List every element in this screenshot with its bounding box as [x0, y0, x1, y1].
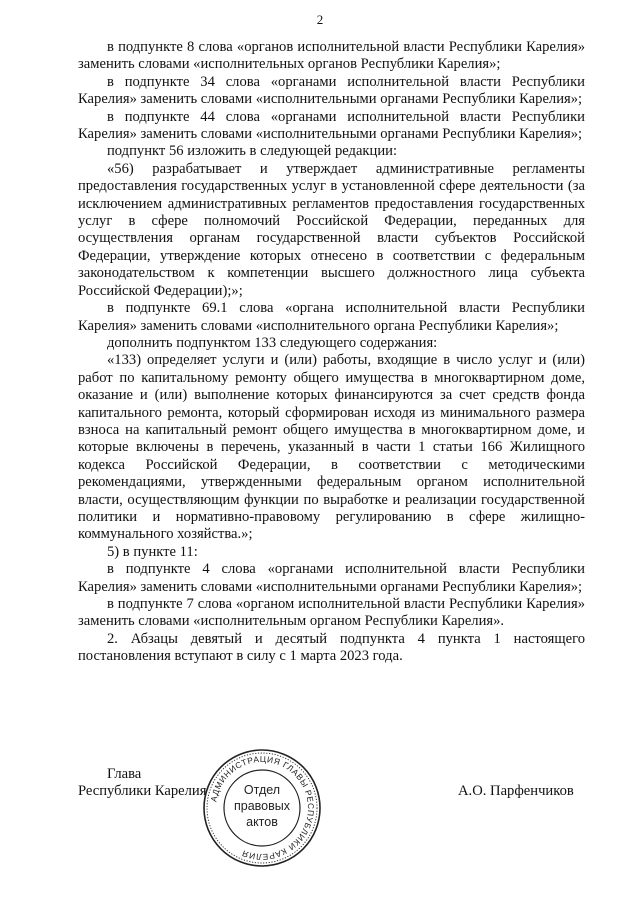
- paragraph: дополнить подпунктом 133 следующего содержания:: [107, 334, 438, 351]
- stamp-center-line2: правовых: [234, 799, 290, 813]
- signatory-title-line2: Республики Карелия: [78, 783, 207, 800]
- paragraph: подпункт 56 изложить в следующей редакции:: [107, 143, 398, 160]
- stamp-center-line3: актов: [246, 815, 278, 829]
- paragraph: «133) определяет услуги и (или) работы, входящие в число услуг и (или) работ по капитальному ремонту общего имущества в многоквартирном доме, оказание и (или) выполнение которых финансируются за счет средств фонда капитального ремонта, который сформирован исходя из минимального размера взноса на капитальный ремонт общего имущества в многоквартирном доме, и которые включены в перечень, указанный в части 1 статьи 166 Жилищного кодекса Российской Федерации, в соответствии с методическими рекомендациями, утвержденными федеральным органом исполнительной власти, осуществляющим функции по выработке и реализации государственной политики и нормативно-правовому регулированию в сфере жилищно-коммунального хозяйства.»;: [78, 352, 585, 543]
- paragraph: в подпункте 44 слова «органами исполнительной власти Республики Карелия» заменить словами «исполнительными органами Республики Карелия»;: [78, 108, 585, 143]
- paragraph: в подпункте 7 слова «органом исполнительной власти Республики Карелия» заменить словами «исполнительным органом Республики Карелия».: [78, 596, 585, 630]
- paragraph: «56) разрабатывает и утверждает административные регламенты предоставления государственных услуг в установленной сфере деятельности (за исключением административных регламентов предоставления государственных услуг в сфере полномочий Российской Федерации, переданных для осуществления органам государственной власти субъектов Российской Федерации, утверждение которых отнесено в соответствии с федеральным законодательством к компетенции высшего должностного лица субъекта Российской Федерации);»;: [78, 160, 585, 299]
- paragraph: в подпункте 8 слова «органов исполнительной власти Республики Карелия» заменить словами «исполнительных органов Республики Карелия»;: [78, 39, 585, 73]
- signatory-title-line1: Глава: [107, 766, 142, 782]
- stamp-ring-text: АДМИНИСТРАЦИЯ ГЛАВЫ РЕСПУБЛИКИ КАРЕЛИЯ: [208, 753, 317, 863]
- paragraph: 5) в пункте 11:: [107, 543, 198, 560]
- signatory-title: [78, 766, 206, 801]
- stamp-center-line1: Отдел: [243, 783, 281, 797]
- document-body: [78, 39, 585, 666]
- signatory-name: А.О. Парфенчиков: [458, 783, 574, 799]
- page-number: 2: [316, 12, 324, 27]
- paragraph: в подпункте 4 слова «органами исполнительной власти Республики Карелия» заменить словами «исполнительными органами Республики Карелия»;: [78, 561, 585, 595]
- stamp-seal: [201, 747, 323, 869]
- paragraph: в подпункте 34 слова «органами исполнительной власти Республики Карелия» заменить словами «исполнительными органами Республики Карелия»;: [78, 73, 585, 108]
- paragraph: 2. Абзацы девятый и десятый подпункта 4 пункта 1 настоящего постановления вступают в силу с 1 марта 2023 года.: [78, 630, 585, 665]
- paragraph: в подпункте 69.1 слова «органа исполнительной власти Республики Карелия» заменить словами «исполнительного органа Республики Карелия»;: [78, 300, 585, 334]
